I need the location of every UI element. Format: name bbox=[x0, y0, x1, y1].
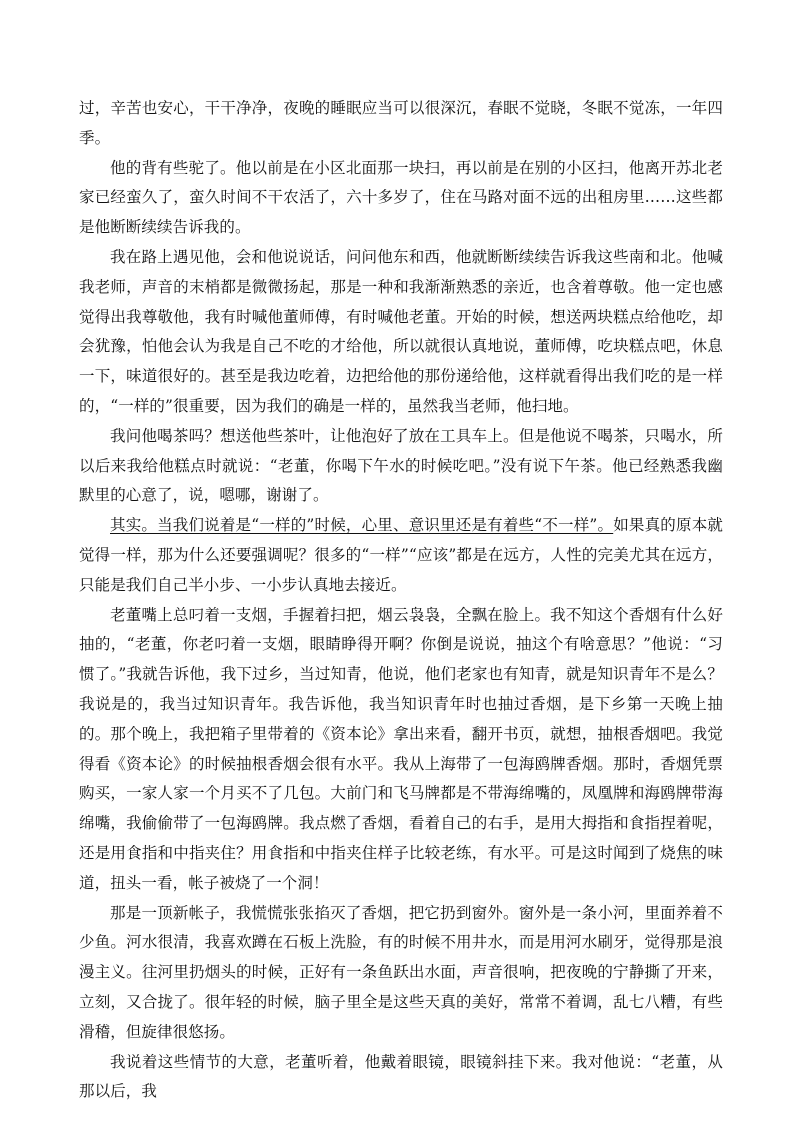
document-page bbox=[79, 94, 723, 1107]
paragraph-6-text: 老董嘴上总叼着一支烟，手握着扫把，烟云袅袅，全飘在脸上。我不知这个香烟有什么好抽的，“老董，你老叼着一支烟，眼睛睁得开啊？你倒是说说，抽这个有啥意思？”他说：“习惯了。”我就告诉他，我下过乡，当过知青，他说，他们老家也有知青，就是知识青年不是么？我说是的，我当过知识青年。我告诉他，我当知识青年时也抽过香烟，是下乡第一天晚上抽的。那个晚上，我把箱子里带着的《资本论》拿出来看，翻开书页，就想，抽根香烟吧。我觉得看《资本论》的时候抽根香烟会很有水平。我从上海带了一包海鸥牌香烟。那时，香烟凭票购买，一家人家一个月买不了几包。大前门和飞马牌都是不带海绵嘴的，凤凰牌和海鸥牌带海绵嘴，我偷偷带了一包海鸥牌。我点燃了香烟，看着自己的右手，是用大拇指和食指捏着呢，还是用食指和中指夹住？用食指和中指夹住样子比较老练，有水平。可是这时闻到了烧焦的味道，扭头一看，帐子被烧了一个洞！ bbox=[79, 605, 723, 892]
paragraph-8-text: 我说着这些情节的大意，老董听着，他戴着眼镜，眼镜斜挂下来。我对他说：“老董，从那以后，我 bbox=[79, 1052, 723, 1101]
paragraph-8 bbox=[79, 1048, 723, 1108]
paragraph-5 bbox=[79, 511, 723, 600]
paragraph-7-text: 那是一顶新帐子，我慌慌张张掐灭了香烟，把它扔到窗外。窗外是一条小河，里面养着不少鱼。河水很清，我喜欢蹲在石板上洗脸，有的时候不用井水，而是用河水刷牙，觉得那是浪漫主义。往河里扔烟头的时候，正好有一条鱼跃出水面，声音很响，把夜晚的宁静撕了开来，立刻，又合拢了。很年轻的时候，脑子里全是这些天真的美好，常常不着调，乱七八糟，有些滑稽，但旋律很悠扬。 bbox=[79, 903, 723, 1041]
paragraph-4-text: 我问他喝茶吗？想送他些茶叶，让他泡好了放在工具车上。但是他说不喝茶，只喝水，所以后来我给他糕点时就说：“老董，你喝下午水的时候吃吧。”没有说下午茶。他已经熟悉我幽默里的心意了，说，嗯哪，谢谢了。 bbox=[79, 426, 723, 505]
paragraph-7 bbox=[79, 899, 723, 1048]
paragraph-6 bbox=[79, 601, 723, 899]
paragraph-3 bbox=[79, 243, 723, 422]
paragraph-2-text: 他的背有些驼了。他以前是在小区北面那一块扫，再以前是在别的小区扫，他离开苏北老家已经蛮久了，蛮久时间不干农活了，六十多岁了，住在马路对面不远的出租房里……这些都是他断断续续告诉我的。 bbox=[79, 158, 723, 237]
paragraph-1-text: 过，辛苦也安心，干干净净，夜晚的睡眠应当可以很深沉，春眠不觉晓，冬眠不觉冻，一年四季。 bbox=[79, 99, 723, 147]
paragraph-4 bbox=[79, 422, 723, 511]
paragraph-1 bbox=[79, 94, 723, 154]
paragraph-3-text: 我在路上遇见他，会和他说说话，问问他东和西，他就断断续续告诉我这些南和北。他喊我老师，声音的末梢都是微微扬起，那是一种和我渐渐熟悉的亲近，也含着尊敬。他一定也感觉得出我尊敬他，我有时喊他董师傅，有时喊他老董。开始的时候，想送两块糕点给他吃，却会犹豫，怕他会认为我是自己不吃的才给他，所以就很认真地说，董师傅，吃块糕点吧，休息一下，味道很好的。甚至是我边吃着，边把给他的那份递给他，这样就看得出我们吃的是一样的，“一样的”很重要，因为我们的确是一样的，虽然我当老师，他扫地。 bbox=[79, 247, 723, 415]
paragraph-2 bbox=[79, 154, 723, 243]
paragraph-5-text: 如果真的原本就觉得一样，那为什么还要强调呢？很多的“一样”“应该”都是在远方，人性的完美尤其在远方，只能是我们自己半小步、一小步认真地去接近。 bbox=[79, 516, 723, 594]
underlined-sentence: 其实。当我们说着是“一样的”时候，心里、意识里还是有着些“不一样”。 bbox=[110, 516, 614, 535]
